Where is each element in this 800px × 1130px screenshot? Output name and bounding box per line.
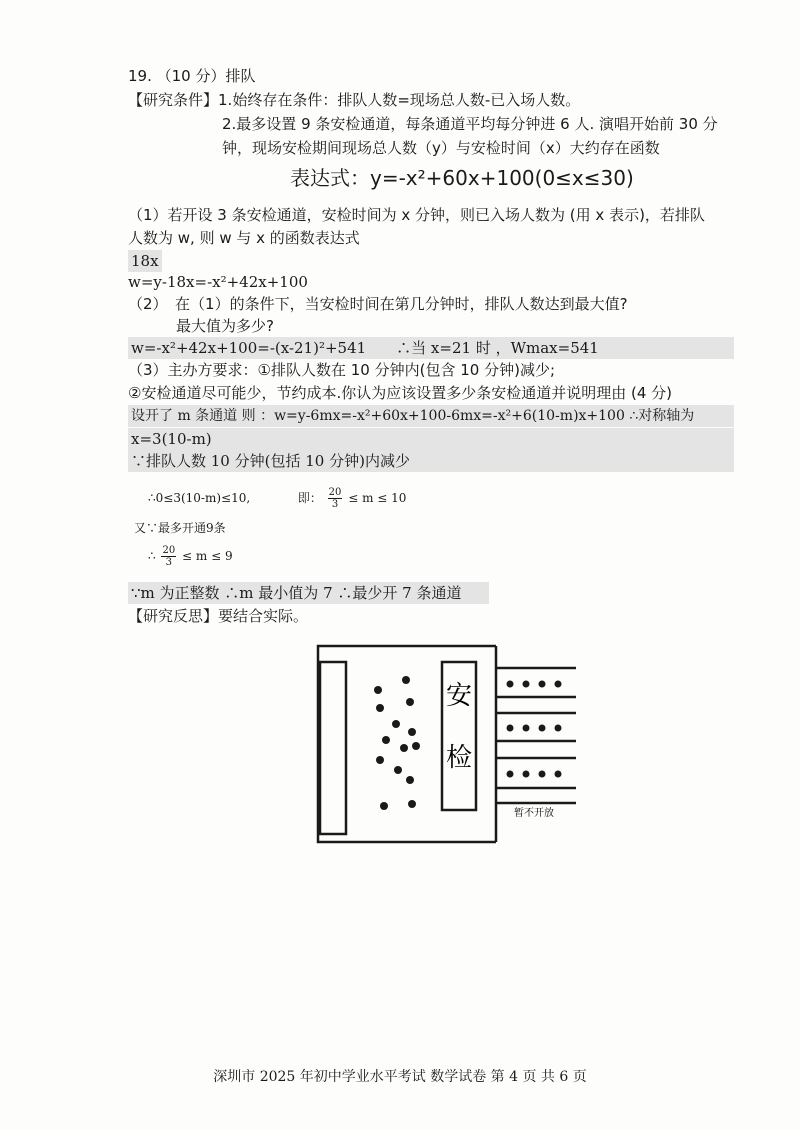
part2-answer: w=-x²+42x+100=-(x-21)²+541 ∴当 x=21 时 ，Wmax=541: [128, 337, 734, 359]
page-footer: 深圳市 2025 年初中学业水平考试 数学试卷 第 4 页 共 6 页: [213, 1069, 587, 1085]
function-expression: 表达式：y=-x²+60x+100(0≤x≤30): [290, 166, 634, 190]
reflection-label: 【研究反思】: [128, 607, 219, 625]
part2-line1: （2） 在（1）的条件下，当安检时间在第几分钟时，排队人数达到最大值?: [128, 295, 628, 313]
max-channels-note: 又∵最多开通9条: [134, 521, 226, 535]
research-conditions-label: 【研究条件】: [128, 91, 219, 109]
part3-answer-line3: ∵排队人数 10 分钟(包括 10 分钟)内减少: [128, 450, 734, 472]
condition-item2-line1: 2.最多设置 9 条安检通道，每条通道平均每分钟进 6 人. 演唱开始前 30 分: [222, 115, 718, 133]
security-char-2: 检: [445, 743, 473, 773]
inequality-1-prefix: 即：: [297, 491, 322, 505]
inequality-2: [148, 542, 233, 570]
inequality-1-left: ∴0≤3(10-m)≤10,: [148, 491, 251, 505]
venue-diagram: [300, 640, 580, 850]
part1-line1: （1）若开设 3 条安检通道，安检时间为 x 分钟，则已入场人数为 (用 x 表示)，若排队: [128, 206, 705, 224]
fraction-20-3: $\frac{20}{3}$: [162, 545, 176, 568]
crowd-dots: [374, 676, 420, 810]
part1-answer2: w=y-18x=-x²+42x+100: [128, 273, 308, 291]
inequality-2-suffix: ≤ m ≤ 9: [182, 549, 233, 563]
part1-line2: 人数为 w, 则 w 与 x 的函数表达式: [128, 229, 360, 247]
stage-rect: [320, 662, 346, 834]
research-conditions-line1: [128, 90, 580, 110]
part1-answer1: 18x: [128, 250, 162, 272]
reflection-line: [128, 606, 308, 626]
inequality-1-suffix: ≤ m ≤ 10: [348, 491, 407, 505]
question-header: 19. （10 分）排队: [128, 67, 256, 85]
fraction-20-3: $\frac{20}{3}$: [328, 487, 342, 510]
part2-line2: 最大值为多少?: [176, 317, 274, 335]
condition-item1: 1.始终存在条件：排队人数=现场总人数-已入场人数。: [218, 91, 581, 109]
part3-answer-line2: x=3(10-m): [128, 428, 734, 450]
inequality-1: [148, 484, 406, 512]
part3-line2: ②安检通道尽可能少，节约成本.你认为应该设置多少条安检通道并说明理由 (4 分): [128, 384, 673, 402]
part3-answer-line1: 设开了 m 条通道 则 ：w=y-6mx=-x²+60x+100-6mx=-x²+6(10-m)x+100 ∴对称轴为: [128, 405, 734, 427]
inequality-2-prefix: ∴: [148, 549, 156, 563]
security-char-1: 安: [445, 681, 473, 711]
closed-channel-label: 暂不开放: [514, 808, 554, 819]
queue-dots: [507, 681, 562, 778]
part3-line1: （3）主办方要求：①排队人数在 10 分钟内(包含 10 分钟)减少;: [128, 361, 555, 379]
reflection-text: 要结合实际。: [218, 607, 309, 625]
part3-conclusion: ∵m 为正整数 ∴m 最小值为 7 ∴最少开 7 条通道: [128, 582, 489, 604]
condition-item2-line2: 钟，现场安检期间现场总人数（y）与安检时间（x）大约存在函数: [222, 139, 660, 157]
